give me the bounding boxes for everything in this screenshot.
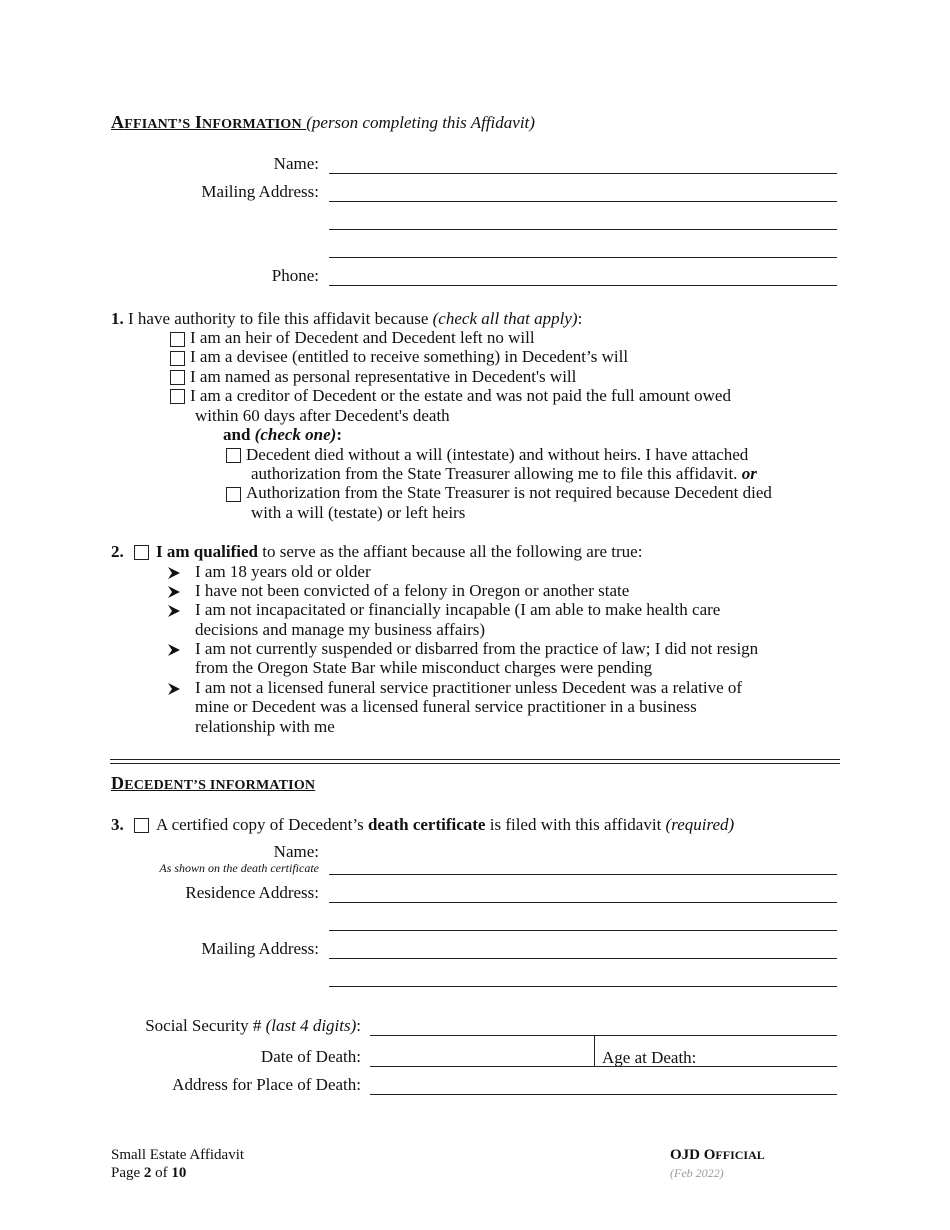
decedent-date-of-death-label: Date of Death: — [260, 1047, 361, 1066]
decedent-date-of-death-field[interactable] — [370, 1066, 594, 1067]
affiant-mailing-field-3[interactable] — [329, 257, 837, 258]
decedent-place-of-death-label: Address for Place of Death: — [172, 1075, 361, 1094]
q2-bullet-4-line1: I am not currently suspended or disbarred from the practice of law; I did not resign — [195, 639, 759, 658]
affiant-heading: AFFIANT’S INFORMATION (person completing this Affidavit) — [111, 112, 535, 132]
q1-not-required-label-2: with a will (testate) or left heirs — [251, 503, 466, 522]
q2-number: 2. — [111, 542, 124, 561]
decedent-heading: DECEDENT’S INFORMATION — [111, 773, 316, 793]
affiant-phone-label: Phone: — [271, 266, 319, 285]
q1-intestate-checkbox[interactable] — [226, 448, 241, 463]
q1-creditor-label: I am a creditor of Decedent or the estate and was not paid the full amount owed — [190, 386, 731, 405]
affiant-mailing-label: Mailing Address: — [201, 182, 319, 201]
affiant-heading-note: (person completing this Affidavit) — [306, 113, 535, 132]
q2-statement: I am qualified to serve as the affiant because all the following are true: — [156, 542, 643, 561]
q1-creditor-label-cont: within 60 days after Decedent's death — [195, 406, 450, 425]
decedent-place-of-death-field[interactable] — [370, 1094, 837, 1095]
bullet-arrow-icon — [167, 604, 181, 618]
decedent-mailing-field-2[interactable] — [329, 986, 837, 987]
q1-check-one-heading: and (check one): — [223, 425, 343, 444]
q3-statement: A certified copy of Decedent’s death certificate is filed with this affidavit (required) — [156, 815, 735, 834]
q2-qualified-checkbox[interactable] — [134, 545, 149, 560]
q2-bullet-2: I have not been convicted of a felony in Oregon or another state — [195, 581, 630, 600]
bullet-arrow-icon — [167, 585, 181, 599]
q1-heir-checkbox[interactable] — [170, 332, 185, 347]
section-divider — [110, 759, 840, 764]
decedent-mailing-label: Mailing Address: — [201, 939, 319, 958]
q2-bullet-3-line1: I am not incapacitated or financially incapable (I am able to make health care — [195, 600, 721, 619]
q1-creditor-checkbox[interactable] — [170, 389, 185, 404]
q2-bullet-5-line1: I am not a licensed funeral service practitioner unless Decedent was a relative of — [195, 678, 743, 697]
decedent-name-label: Name: — [273, 842, 319, 861]
q2-bullet-5-line3: relationship with me — [195, 717, 335, 736]
q2-bullet-3-line2: decisions and manage my business affairs) — [195, 620, 486, 639]
footer-ojd-official: OJD OFFICIAL — [670, 1147, 765, 1163]
q3-death-certificate-checkbox[interactable] — [134, 818, 149, 833]
decedent-residence-field-2[interactable] — [329, 930, 837, 931]
q1-not-required-checkbox[interactable] — [226, 487, 241, 502]
affiant-name-field[interactable] — [329, 173, 837, 174]
affiant-mailing-field-2[interactable] — [329, 229, 837, 230]
decedent-ssn-label: Social Security # (last 4 digits): — [145, 1016, 361, 1035]
q1-not-required-label-1: Authorization from the State Treasurer is not required because Decedent died — [246, 483, 772, 502]
affiant-mailing-field-1[interactable] — [329, 201, 837, 202]
q1-representative-label: I am named as personal representative in Decedent's will — [190, 367, 577, 386]
decedent-mailing-field-1[interactable] — [329, 958, 837, 959]
q1-devisee-checkbox[interactable] — [170, 351, 185, 366]
decedent-age-at-death-label: Age at Death: — [602, 1048, 697, 1067]
q1-representative-checkbox[interactable] — [170, 370, 185, 385]
bullet-arrow-icon — [167, 643, 181, 657]
q3-number: 3. — [111, 815, 124, 834]
footer-form-name: Small Estate Affidavit — [111, 1147, 245, 1163]
q1-intro: 1. I have authority to file this affidavit because (check all that apply): — [111, 309, 583, 328]
decedent-ssn-field[interactable] — [370, 1035, 837, 1036]
decedent-residence-label: Residence Address: — [185, 883, 319, 902]
affiant-name-label: Name: — [273, 154, 319, 173]
q2-bullet-4-line2: from the Oregon State Bar while misconduct charges were pending — [195, 658, 653, 677]
q2-bullet-1: I am 18 years old or older — [195, 562, 371, 581]
affiant-phone-field[interactable] — [329, 285, 837, 286]
decedent-name-field[interactable] — [329, 874, 837, 875]
field-separator — [594, 1036, 595, 1067]
footer-revision-date: (Feb 2022) — [670, 1166, 724, 1180]
q1-heir-label: I am an heir of Decedent and Decedent left no will — [190, 328, 535, 347]
decedent-age-at-death-field[interactable] — [594, 1066, 837, 1067]
q1-intestate-label-1: Decedent died without a will (intestate) and without heirs. I have attached — [246, 445, 749, 464]
q1-intestate-label-2: authorization from the State Treasurer allowing me to file this affidavit. or — [251, 464, 757, 483]
decedent-residence-field-1[interactable] — [329, 902, 837, 903]
decedent-name-sublabel: As shown on the death certificate — [159, 861, 319, 875]
bullet-arrow-icon — [167, 682, 181, 696]
footer-page-number: Page 2 of 10 — [111, 1165, 187, 1181]
bullet-arrow-icon — [167, 566, 181, 580]
q1-devisee-label: I am a devisee (entitled to receive something) in Decedent’s will — [190, 347, 629, 366]
q2-bullet-5-line2: mine or Decedent was a licensed funeral service practitioner in a business — [195, 697, 697, 716]
